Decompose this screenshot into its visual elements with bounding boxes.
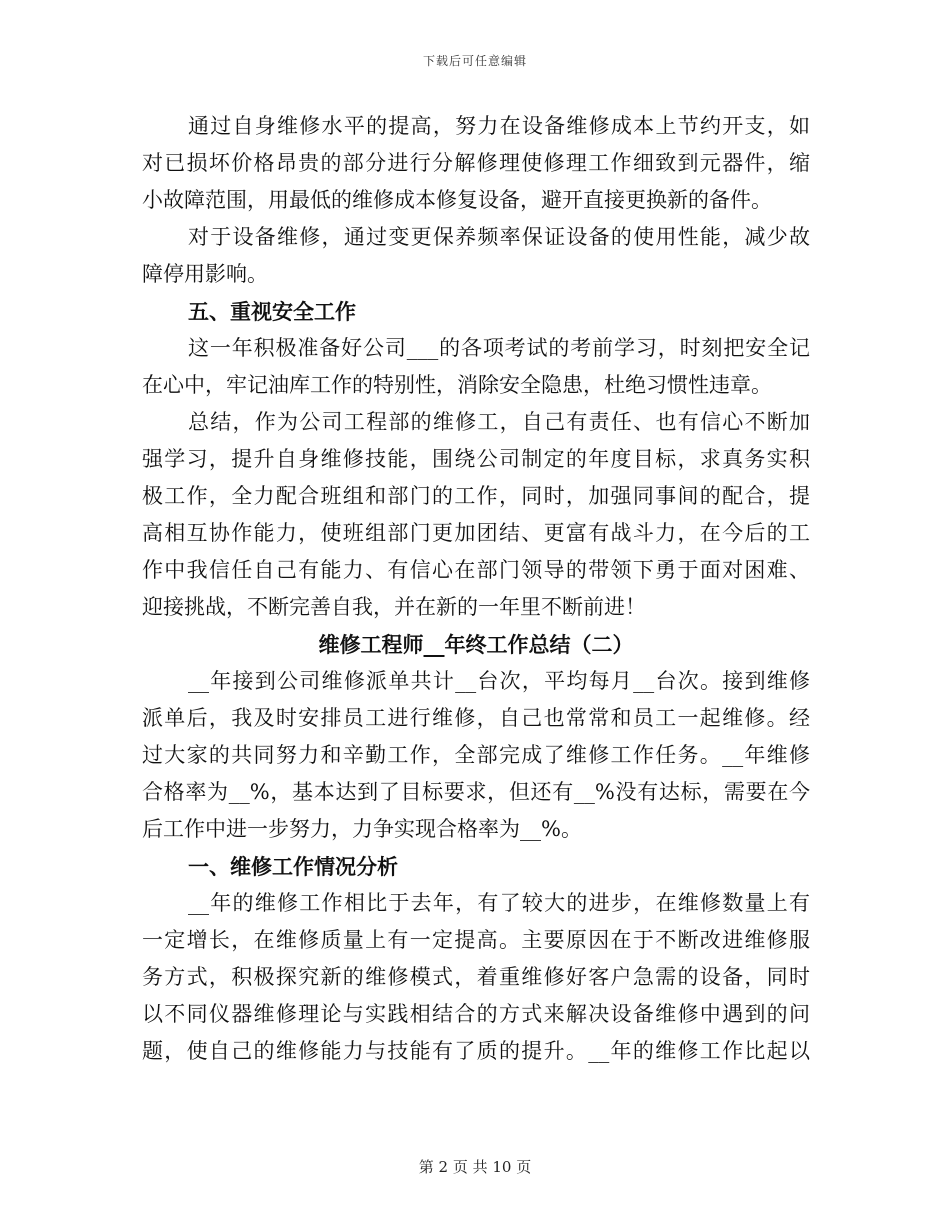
paragraph-line: 高相互协作能力，使班组部门更加团结、更富有战斗力，在今后的工 [142,521,810,545]
paragraph-line: 后工作中进一步努力，力争实现合格率为__%。 [142,817,582,841]
paragraph-line: 作中我信任自己有能力、有信心在部门领导的带领下勇于面对困难、 [142,558,810,582]
paragraph-line: 对已损坏价格昂贵的部分进行分解修理使修理工作细致到元器件，缩 [142,151,810,175]
paragraph-line: __年的维修工作相比于去年，有了较大的进步，在维修数量上有 [188,891,810,915]
paragraph-line: 通过自身维修水平的提高，努力在设备维修成本上节约开支，如 [188,114,810,138]
paragraph-line: 这一年积极准备好公司___的各项考试的考前学习，时刻把安全记 [188,336,810,360]
section-heading: 五、重视安全工作 [188,299,356,324]
paragraph-line: 派单后，我及时安排员工进行维修，自己也常常和员工一起维修。经 [142,706,810,730]
paragraph-line: 题，使自己的维修能力与技能有了质的提升。__年的维修工作比起以 [142,1039,810,1063]
paragraph-line: 务方式，积极探究新的维修模式，着重维修好客户急需的设备，同时 [142,965,810,989]
paragraph-line: 极工作，全力配合班组和部门的工作，同时，加强同事间的配合，提 [142,484,810,508]
paragraph-line: 在心中，牢记油库工作的特别性，消除安全隐患，杜绝习惯性违章。 [142,373,772,397]
paragraph-line: __年接到公司维修派单共计__台次，平均每月__台次。接到维修 [188,669,810,693]
paragraph-line: 过大家的共同努力和辛勤工作，全部完成了维修工作任务。__年维修 [142,743,810,767]
page-footer: 第 2 页 共 10 页 [418,1158,532,1176]
paragraph-line: 总结，作为公司工程部的维修工，自己有责任、也有信心不断加 [188,410,810,434]
paragraph-line: 强学习，提升自身维修技能，围绕公司制定的年度目标，求真务实积 [142,447,810,471]
paragraph-line: 对于设备维修，通过变更保养频率保证设备的使用性能，减少故 [188,225,810,249]
page-header: 下载后可任意编辑 [422,54,527,68]
document-body [142,108,810,1070]
section-heading: 一、维修工作情况分析 [188,854,398,879]
paragraph-line: 障停用影响。 [142,262,268,286]
paragraph-line: 迎接挑战，不断完善自我，并在新的一年里不断前进！ [142,595,646,619]
paragraph-line: 合格率为__%，基本达到了目标要求，但还有__%没有达标，需要在今 [142,780,810,804]
paragraph-line: 以不同仪器维修理论与实践相结合的方式来解决设备维修中遇到的问 [142,1002,810,1026]
paragraph-line: 小故障范围，用最低的维修成本修复设备，避开直接更换新的备件。 [142,188,772,212]
section-title: 维修工程师__年终工作总结（二） [318,632,634,657]
paragraph-line: 一定增长，在维修质量上有一定提高。主要原因在于不断改进维修服 [142,928,810,952]
